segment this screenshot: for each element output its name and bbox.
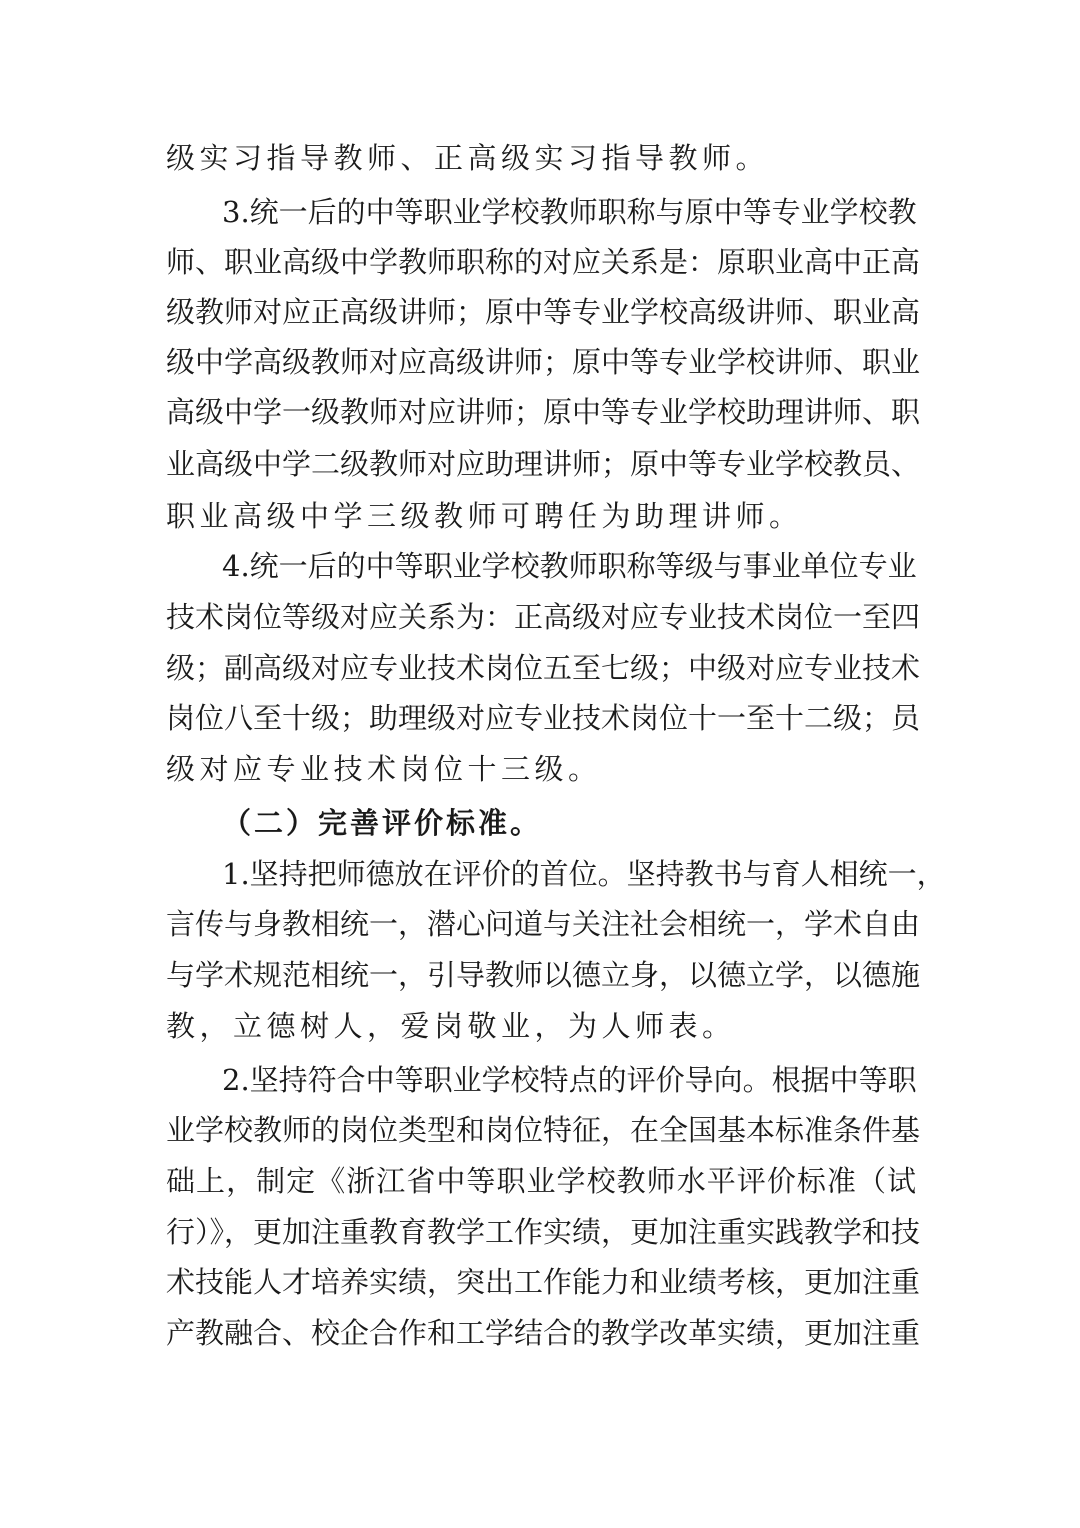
- text-line: 教，立德树人，爱岗敬业，为人师表。: [166, 1009, 736, 1043]
- text-line: 业高级中学二级教师对应助理讲师；原中等专业学校教员、: [166, 447, 921, 481]
- section-heading: （二）完善评价标准。: [222, 806, 543, 840]
- text-line: 级对应专业技术岗位十三级。: [166, 752, 602, 786]
- text-line: 2.坚持符合中等职业学校特点的评价导向。根据中等职: [222, 1063, 917, 1097]
- text-line: 与学术规范相统一，引导教师以德立身，以德立学，以德施: [166, 958, 921, 992]
- text-line: 础上，制定《浙江省中等职业学校教师水平评价标准（试: [166, 1164, 916, 1198]
- text-line: 技术岗位等级对应关系为：正高级对应专业技术岗位一至四: [166, 600, 921, 634]
- text-line: 4.统一后的中等职业学校教师职称等级与事业单位专业: [222, 549, 917, 583]
- text-line: 行）》，更加注重教育教学工作实绩，更加注重实践教学和技: [166, 1215, 921, 1249]
- text-line: 级中学高级教师对应高级讲师；原中等专业学校讲师、职业: [166, 345, 921, 379]
- text-line: 级；副高级对应专业技术岗位五至七级；中级对应专业技术: [166, 651, 921, 685]
- text-line: 术技能人才培养实绩，突出工作能力和业绩考核，更加注重: [166, 1265, 921, 1299]
- text-line: 高级中学一级教师对应讲师；原中等专业学校助理讲师、职: [166, 395, 921, 429]
- text-line: 级实习指导教师、正高级实习指导教师。: [166, 141, 770, 175]
- text-line: 言传与身教相统一，潜心问道与关注社会相统一，学术自由: [166, 907, 921, 941]
- text-line: 级教师对应正高级讲师；原中等专业学校高级讲师、职业高: [166, 295, 921, 329]
- text-line: 1.坚持把师德放在评价的首位。坚持教书与育人相统一，: [222, 857, 946, 891]
- text-line: 师、职业高级中学教师职称的对应关系是：原职业高中正高: [166, 245, 921, 279]
- text-line: 职业高级中学三级教师可聘任为助理讲师。: [166, 499, 803, 533]
- text-line: 产教融合、校企合作和工学结合的教学改革实绩，更加注重: [166, 1316, 921, 1350]
- text-line: 3.统一后的中等职业学校教师职称与原中等专业学校教: [222, 195, 917, 229]
- text-line: 岗位八至十级；助理级对应专业技术岗位十一至十二级；员: [166, 701, 921, 735]
- text-line: 业学校教师的岗位类型和岗位特征，在全国基本标准条件基: [166, 1113, 921, 1147]
